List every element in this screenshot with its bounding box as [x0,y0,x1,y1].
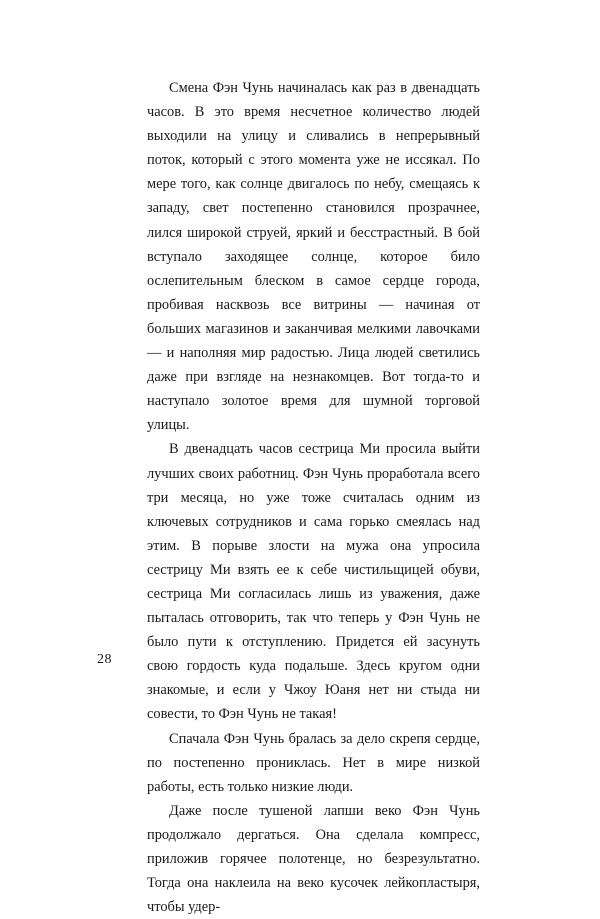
paragraph-3: Спачала Фэн Чунь бралась за дело скрепя сердце, по постепенно прониклась. Нет в мире низкой работы, есть только низкие люди. [147,730,480,795]
paragraph-1: Смена Фэн Чунь начиналась как раз в двенадцать часов. В это время несчетное количество людей выходили на улицу и сливались в непрерывный поток, который с этого момента уже не иссякал. По мере того, как солнце двигалось по небу, смещаясь к западу, свет постепенно становился прозрачнее, лился широкой струей, яркий и бесстрастный. В бой вступало заходящее солнце, которое било ослепительным блеском в самое сердце города, пробивая насквозь все витрины — начиная от больших магазинов и заканчивая мелкими лавочками — и наполняя мир радостью. Лица людей светились даже при взгляде на незнакомцев. Вот тогда-то и наступало золотое время для шумной торговой улицы. [147,80,480,434]
paragraph-2: В двенадцать часов сестрица Ми просила выйти лучших своих работниц. Фэн Чунь проработала всего три месяца, но уже тоже считалась одним из ключевых сотрудников и сама горько смеялась над этим. В порыве злости на мужа она упросила сестрицу Ми взять ее к себе чистильщицей обуви, сестрица Ми согласилась лишь из уважения, даже пыталась отговорить, так что теперь у Фэн Чунь не было пути к отступлению. Придется ей засунуть свою гордость куда подальше. Здесь кругом одни знакомые, и если у Чжоу Юаня нет ни стыда ни совести, то Фэн Чунь не такая! [147,441,480,723]
body-text [147,76,480,919]
paragraph-4: Даже после тушеной лапши веко Фэн Чунь продолжало дергаться. Она сделала компресс, приложив горячее полотенце, но безрезультатно. Тогда она наклеила на веко кусочек лейкопластыря, чтобы удер- [147,802,480,916]
page-number: 28 [97,652,112,667]
